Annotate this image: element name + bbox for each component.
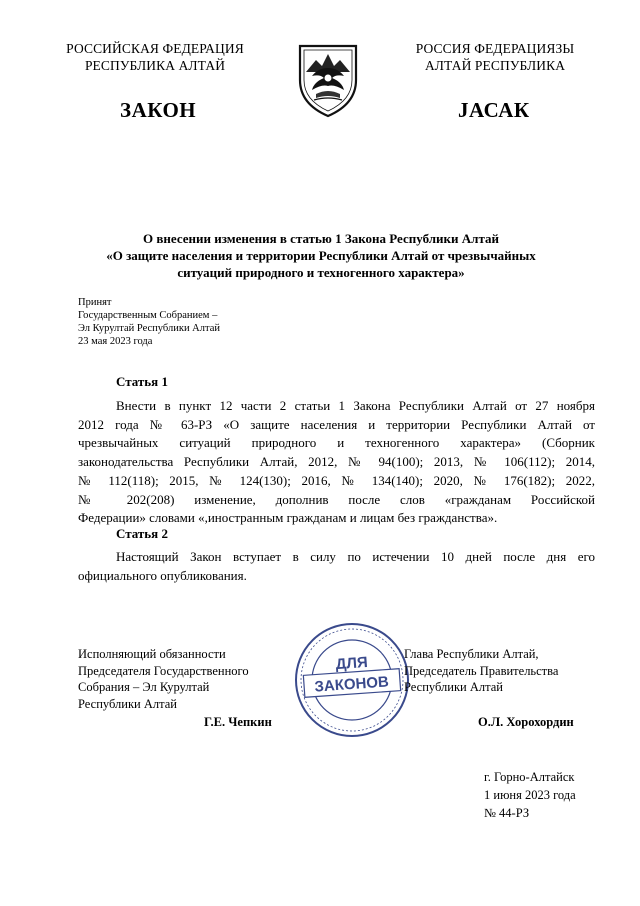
signature-left-line: Председателя Государственного	[78, 663, 249, 678]
article1-line: Внести в пункт 12 части 2 статьи 1 Закона Республики Алтай от 27 ноября	[116, 398, 595, 413]
article1-line: № 202(208) изменение, дополнив после слов «гражданам Российской	[78, 491, 595, 507]
adopted-line: 23 мая 2023 года	[78, 336, 153, 347]
coat-of-arms-icon	[292, 38, 364, 118]
header-left-line: РОССИЙСКАЯ ФЕДЕРАЦИЯ	[66, 41, 244, 56]
header-left-line: РЕСПУБЛИКА АЛТАЙ	[84, 58, 226, 73]
adopted-line: Эл Курултай Республики Алтай	[78, 323, 221, 334]
signature-left	[78, 646, 249, 712]
stamp	[292, 620, 412, 740]
article2-heading: Статья 2	[116, 526, 168, 541]
header-right	[380, 40, 610, 74]
footer-date: 1 июня 2023 года	[484, 788, 576, 802]
title-line: О внесении изменения в статью 1 Закона Республики Алтай	[143, 231, 499, 246]
adopted-line: Принят	[78, 297, 112, 308]
stamp-text-1: ДЛЯ	[335, 653, 369, 674]
signature-right	[404, 646, 558, 696]
signature-right-line: Председатель Правительства	[404, 663, 559, 678]
law-title-right: ЈАСАК	[458, 98, 530, 122]
title-line: «О защите населения и территории Республики Алтай от чрезвычайных	[106, 248, 536, 263]
title-line: ситуаций природного и техногенного характера»	[177, 265, 465, 280]
signature-right-line: Республики Алтай	[404, 680, 503, 694]
article1-line: чрезвычайных ситуаций природного и техногенного характера» (Сборник	[78, 435, 595, 451]
article1-line: Федерации» словами «,иностранным гражданам и лицам без гражданства».	[78, 510, 498, 526]
signature-left-name: Г.Е. Чепкин	[204, 715, 272, 729]
article1-line: 2012 года № 63-РЗ «О защите населения и территории Республики Алтай от	[78, 416, 595, 432]
signature-left-line: Собрания – Эл Курултай	[78, 680, 210, 694]
stamp-text-2: ЗАКОНОВ	[313, 673, 390, 696]
signature-right-name: О.Л. Хорохордин	[478, 715, 574, 729]
article1-body	[78, 397, 595, 528]
footer-block	[484, 768, 576, 822]
header-left	[40, 40, 270, 74]
adopted-block	[78, 296, 220, 348]
article2-line: официального опубликования.	[78, 567, 247, 583]
header-right-line: АЛТАЙ РЕСПУБЛИКА	[424, 58, 566, 73]
header-right-line: РОССИЯ ФЕДЕРАЦИЯЗЫ	[415, 41, 575, 56]
article1-line: законодательства Республики Алтай, 2012, № 94(100); 2013, № 106(112); 2014,	[78, 454, 595, 470]
footer-number: № 44-РЗ	[484, 806, 530, 820]
signature-right-line: Глава Республики Алтай,	[404, 647, 539, 661]
article2-body	[78, 548, 595, 585]
footer-place: г. Горно-Алтайск	[484, 770, 575, 784]
signature-left-line: Республики Алтай	[78, 696, 177, 711]
article1-heading: Статья 1	[116, 374, 168, 389]
article1-line: № 112(118); 2015, № 124(130); 2016, № 134(140); 2020, № 176(182); 2022,	[78, 472, 595, 488]
law-title	[60, 230, 582, 281]
law-title-left: ЗАКОН	[120, 98, 197, 122]
adopted-line: Государственным Собранием –	[78, 310, 218, 321]
article2-line: Настоящий Закон вступает в силу по истечении 10 дней после дня его	[116, 549, 595, 564]
signature-left-line: Исполняющий обязанности	[78, 647, 226, 661]
